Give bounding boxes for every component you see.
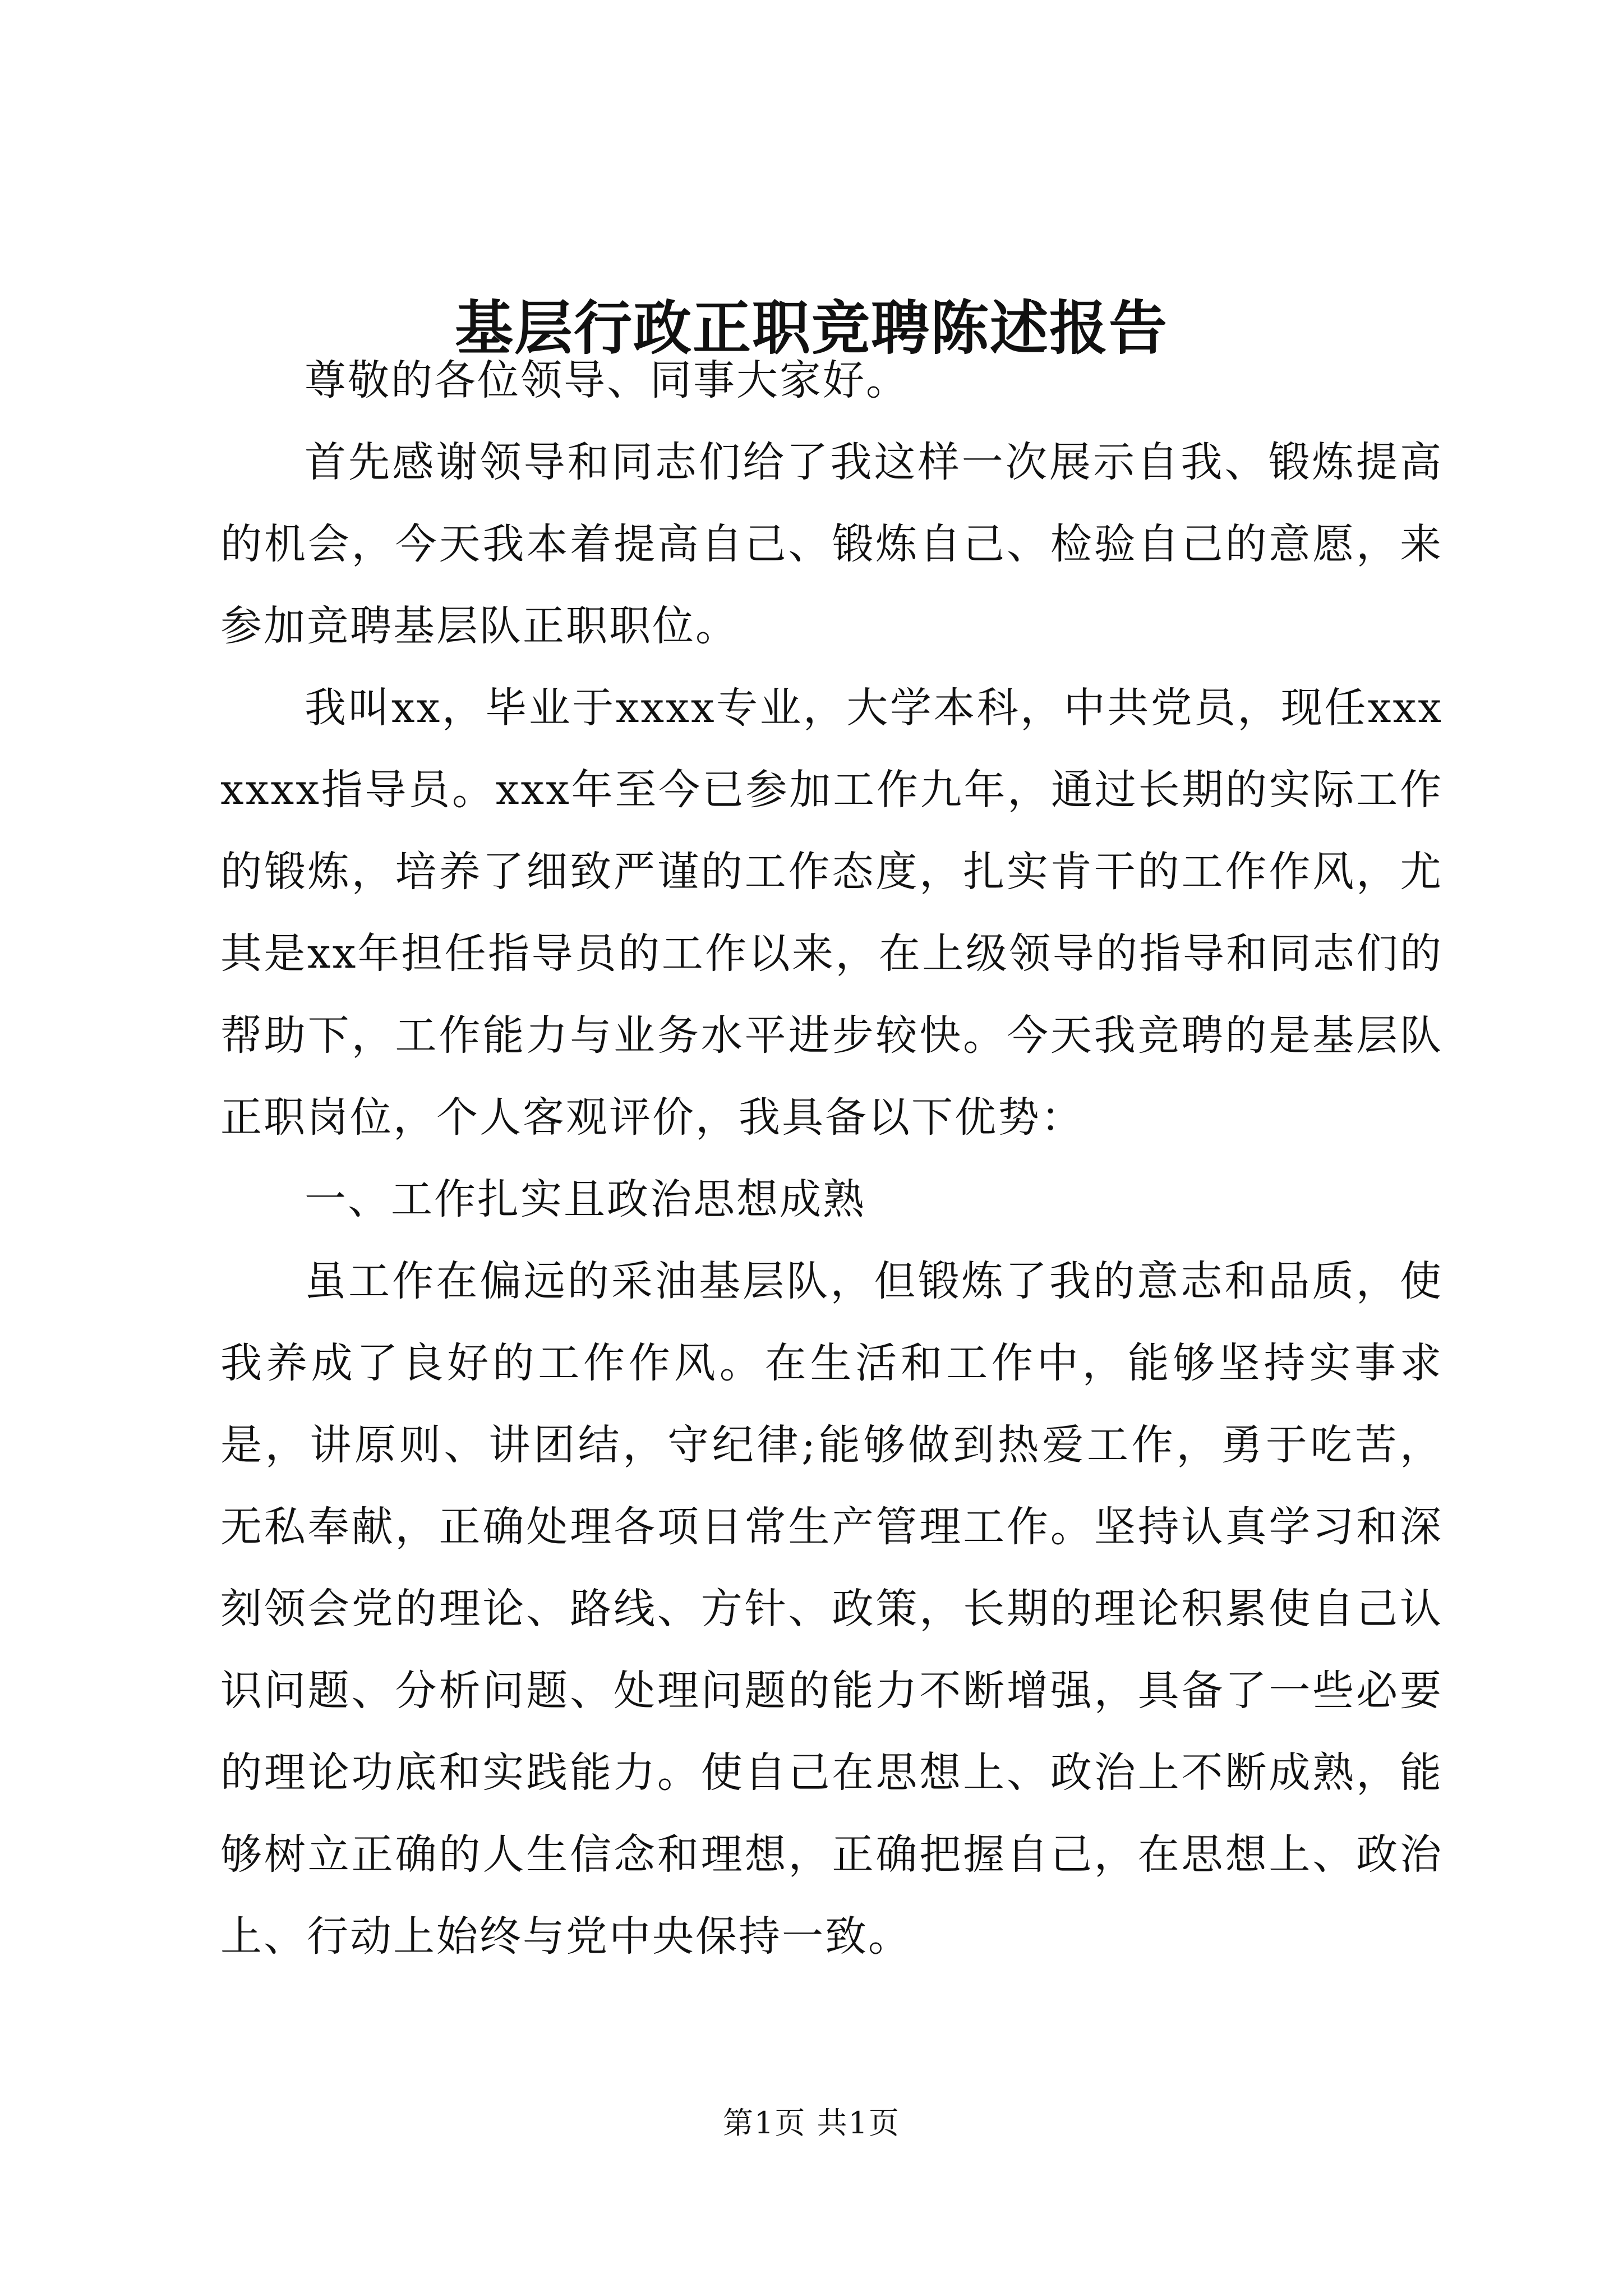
- document-body: [220, 339, 1443, 1977]
- paragraph-thanks: 首先感谢领导和同志们给了我这样一次展示自我、锻炼提高的机会，今天我本着提高自己、锻炼自己、检验自己的意愿，来参加竞聘基层队正职职位。: [220, 438, 1443, 650]
- paragraph-greeting: 尊敬的各位领导、同事大家好。: [305, 356, 909, 404]
- section-heading-1: 一、工作扎实且政治思想成熟: [305, 1175, 866, 1223]
- page-footer: 第1页 共1页: [723, 2105, 900, 2141]
- paragraph-section-1: 虽工作在偏远的采油基层队，但锻炼了我的意志和品质，使我养成了良好的工作作风。在生活和工作中，能够坚持实事求是，讲原则、讲团结，守纪律;能够做到热爱工作，勇于吃苦，无私奉献，正确处理各项日常生产管理工作。坚持认真学习和深刻领会党的理论、路线、方针、政策，长期的理论积累使自己认识问题、分析问题、处理问题的能力不断增强，具备了一些必要的理论功底和实践能力。使自己在思想上、政治上不断成熟，能够树立正确的人生信念和理想，正确把握自己，在思想上、政治上、行动上始终与党中央保持一致。: [220, 1257, 1443, 1961]
- paragraph-introduction: 我叫xx，毕业于xxxx专业，大学本科，中共党员，现任xxxxxxx指导员。xxx年至今已参加工作九年，通过长期的实际工作的锻炼，培养了细致严谨的工作态度，扎实肯干的工作作风，尤其是xx年担任指导员的工作以来，在上级领导的指导和同志们的帮助下，工作能力与业务水平进步较快。今天我竞聘的是基层队正职岗位，个人客观评价，我具备以下优势：: [220, 684, 1443, 1142]
- document-title: 基层行政正职竞聘陈述报告: [454, 293, 1168, 362]
